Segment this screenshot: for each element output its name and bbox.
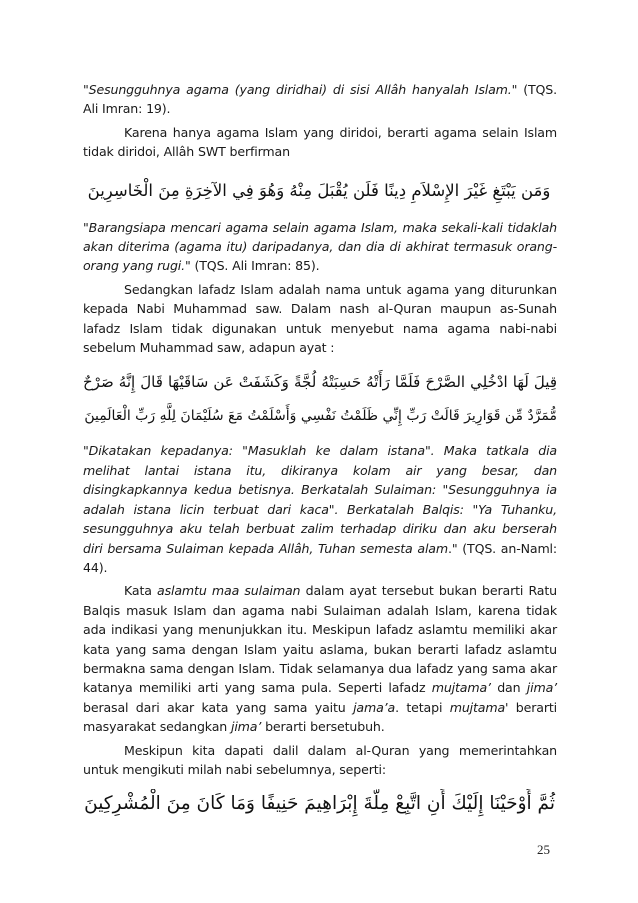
paragraph-lafadz-islam: Sedangkan lafadz Islam adalah nama untuk agama yang diturunkan kepada Nabi Muhammad saw. Dalam nash al-Quran maupun as-Sunah lafadz Islam tidak digunakan untuk menyebut nama agama nabi-nabi sebelum Muhammad saw, adapun ayat : [83,281,557,356]
quote-paragraph-ali-imran-19 [83,80,557,119]
arabic-verse-an-nahl-123: ثُمَّ أَوْحَيْنَا إِلَيْكَ أَنِ اتَّبِعْ مِلَّةَ إِبْرَاهِيمَ حَنِيفًا وَمَا كَانَ مِنَ الْمُشْرِكِينَ [84,793,555,815]
paragraph-ridho: Karena hanya agama Islam yang diridoi, berarti agama selain Islam tidak diridoi, Allâh SWT berfirman [83,124,557,160]
quote-paragraph-an-naml-44 [83,441,557,577]
arabic-verse-ali-imran-85: وَمَن يَبْتَغِ غَيْرَ الإِسْلاَمِ دِينًا فَلَن يُقْبَلَ مِنْهُ وَهُوَ فِي الآخِرَةِ مِنَ الْخَاسِرِينَ [87,180,551,200]
text-column [83,80,557,819]
quote-text: "Sesungguhnya agama (yang diridhai) di sisi Allâh hanyalah Islam." [83,82,518,97]
quote-reference: ." (TQS. an-Naml: 44). [83,540,557,575]
arabic-verse-an-naml-44-line-2: مُّمَرَّدٌ مِّن قَوَارِيرَ قَالَتْ رَبِّ إِنِّي ظَلَمْتُ نَفْسِي وَأَسْلَمْتُ مَعَ سُلَيْمَانَ لِلَّهِ رَبِّ الْعَالَمِينَ [84,408,557,425]
quote-text: "Barangsiapa mencari agama selain agama Islam, maka sekali-kali tidaklah akan diterima (agama itu) daripadanya, dan dia di akhirat termasuk orang-orang yang rugi." [83,219,557,274]
quote-reference: (TQS. Ali Imran: 19). [83,82,557,117]
page-number: 25 [537,842,550,857]
quote-text: "Dikatakan kepadanya: "Masuklah ke dalam istana". Maka tatkala dia melihat lantai istana itu, dikiranya kolam air yang besar, dan disingkapkannya kedua betisnya. Berkatalah Sulaiman: "Sesungguhnya ia adalah istana licin terbuat dari kaca". Berkatalah Balqis: "Ya Tuhanku, sesungguhnya aku telah berbuat zalim terhadap diriku dan aku berserah diri bersama Sulaiman kepada Allâh, Tuhan semesta alam [83,443,557,556]
paragraph-aslamtu: Kata aslamtu maa sulaiman dalam ayat tersebut bukan berarti Ratu Balqis masuk Islam dan agama nabi Sulaiman adalah Islam, karena tidak ada indikasi yang menunjukkan itu. Meskipun lafadz aslamtu memiliki akar kata yang sama dengan Islam yaitu aslama, bukan berarti lafadz aslamtu bermakna sama dengan Islam. Tidak selamanya dua lafadz yang sama akar katanya memiliki arti yang sama pula. Seperti lafadz mujtama’ dan jima’ berasal dari akar kata yang sama yaitu jama’a. tetapi mujtama' berarti masyarakat sedangkan jima’ berarti bersetubuh. [83,583,557,735]
quote-reference: (TQS. Ali Imran: 85). [190,258,320,274]
quote-paragraph-ali-imran-85 [83,218,557,276]
paragraph-milah: Meskipun kita dapati dalil dalam al-Quran yang memerintahkan untuk mengikuti milah nabi sebelumnya, seperti: [83,742,557,777]
arabic-verse-an-naml-44-line-1: قِيلَ لَهَا ادْخُلِي الصَّرْحَ فَلَمَّا رَأَتْهُ حَسِبَتْهُ لُجَّةً وَكَشَفَتْ عَن سَاقَيْهَا قَالَ إِنَّهُ صَرْحٌ [83,373,557,392]
